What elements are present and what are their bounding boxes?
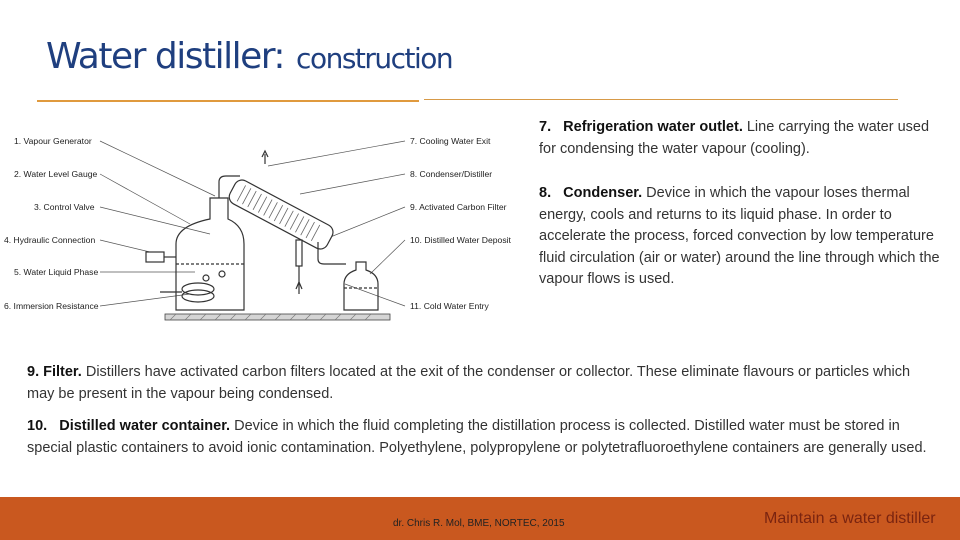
item-9-heading: 9. Filter. [27, 364, 82, 380]
item-9-text: Distillers have activated carbon filters located at the exit of the condenser or collector. These eliminate flavours or particles which may be present in the vapour being condensed. [27, 364, 911, 402]
item-7-text: Line carrying the water used for condensing the water vapour (cooling). [539, 119, 930, 157]
label-condenser: 8. Condenser/Distiller [410, 169, 493, 179]
label-water-liquid-phase: 5. Water Liquid Phase [14, 267, 99, 277]
item-8-text: Device in which the vapour loses thermal energy, cools and returns to its liquid phase. In order to accelerate the process, forced convection by low temperature fluid circulation (air or water) around the line through which the vapour flows is used. [539, 185, 940, 287]
title-underline-right [424, 99, 898, 100]
label-distilled-deposit: 10. Distilled Water Deposit [410, 235, 511, 245]
label-cooling-water-exit: 7. Cooling Water Exit [410, 136, 491, 146]
title-main: Water distiller: [46, 36, 285, 77]
item-10-text: Device in which the fluid completing the distillation process is collected. Distilled water must be stored in special plastic containers to avoid ionic contamination. Polyethylene, polypropylene or polytetrafluoroethylene containers are generally used. [27, 418, 927, 456]
title-underline-left [37, 100, 419, 102]
label-hydraulic-connection: 4. Hydraulic Connection [4, 235, 96, 245]
label-control-valve: 3. Control Valve [34, 202, 95, 212]
label-water-level-gauge: 2. Water Level Gauge [14, 169, 98, 179]
label-immersion-resistance: 6. Immersion Resistance [4, 301, 99, 311]
footer-title: Maintain a water distiller [764, 510, 936, 527]
item-condenser [539, 183, 949, 291]
label-vapour-generator: 1. Vapour Generator [14, 136, 92, 146]
label-cold-water-entry: 11. Cold Water Entry [410, 301, 489, 311]
item-7-heading: 7. Refrigeration water outlet. [539, 119, 743, 135]
item-8-heading: 8. Condenser. [539, 185, 643, 201]
item-10-heading: 10. Distilled water container. [27, 418, 231, 434]
item-distilled-container [27, 416, 927, 459]
title-sub: construction [296, 42, 453, 75]
distiller-diagram [0, 124, 520, 329]
item-filter [27, 362, 927, 405]
slide-title [46, 36, 452, 77]
label-carbon-filter: 9. Activated Carbon Filter [410, 202, 507, 212]
item-refrigeration-outlet [539, 117, 939, 160]
leader-lines [100, 141, 405, 306]
footer-credit: dr. Chris R. Mol, BME, NORTEC, 2015 [393, 518, 565, 529]
